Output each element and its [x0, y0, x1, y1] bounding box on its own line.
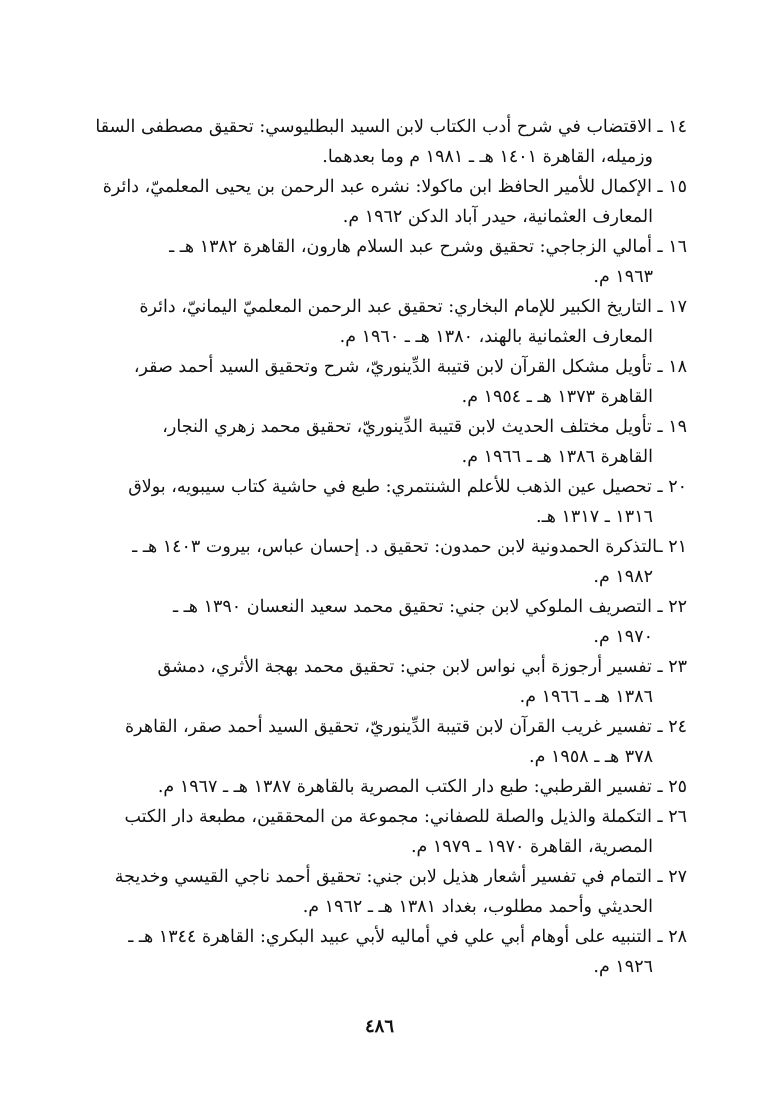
entry-line-continued: القاهرة ١٣٧٣ هـ ـ ١٩٥٤ م.: [461, 387, 653, 407]
entry-line: ١٤ ـ الاقتضاب في شرح أدب الكتاب لابن السيد البطليوسي: تحقيق مصطفى السقا: [95, 117, 687, 137]
entry-line: ٢٧ ـ التمام في تفسير أشعار هذيل لابن جني: تحقيق أحمد ناجي القيسي وخديجة: [114, 867, 687, 887]
entry-line-continued: الحديثي وأحمد مطلوب، بغداد ١٣٨١ هـ ـ ١٩٦٢ م.: [302, 897, 653, 917]
bibliography-entry-15: [92, 172, 687, 232]
entry-line-continued: وزميله، القاهرة ١٤٠١ هـ ـ ١٩٨١ م وما بعدهما.: [322, 147, 653, 167]
entry-line: ١٦ ـ أمالي الزجاجي: تحقيق وشرح عبد السلام هارون، القاهرة ١٣٨٢ هـ ـ: [169, 237, 687, 257]
bibliography-list: [92, 112, 687, 982]
entry-line: ١٧ ـ التاريخ الكبير للإمام البخاري: تحقيق عبد الرحمن المعلميّ اليمانيّ، دائرة: [139, 297, 687, 317]
entry-line: ٢٦ ـ التكملة والذيل والصلة للصفاني: مجموعة من المحققين، مطبعة دار الكتب: [124, 807, 687, 827]
entry-line-continued: القاهرة ١٣٨٦ هـ ـ ١٩٦٦ م.: [461, 447, 653, 467]
entry-line-continued: ١٩٢٦ م.: [593, 957, 653, 977]
entry-line-continued: المعارف العثمانية، حيدر آباد الدكن ١٩٦٢ م.: [342, 207, 653, 227]
bibliography-entry-21: [92, 532, 687, 592]
bibliography-entry-23: [92, 652, 687, 712]
bibliography-entry-19: [92, 412, 687, 472]
entry-line: ١٨ ـ تأويل مشكل القرآن لابن قتيبة الدِّينوريّ، شرح وتحقيق السيد أحمد صقر،: [133, 357, 687, 377]
entry-line-continued: ٣٧٨ هـ ـ ١٩٥٨ م.: [529, 747, 653, 767]
entry-line: ٢٢ ـ التصريف الملوكي لابن جني: تحقيق محمد سعيد النعسان ١٣٩٠ هـ ـ: [172, 597, 687, 617]
bibliography-entry-27: [92, 862, 687, 922]
bibliography-entry-17: [92, 292, 687, 352]
entry-line-continued: ١٩٦٣ م.: [593, 267, 653, 287]
bibliography-entry-14: [92, 112, 687, 172]
entry-line-continued: ١٣٨٦ هـ ـ ١٩٦٦ م.: [519, 687, 653, 707]
entry-line: ٢٨ ـ التنبيه على أوهام أبي علي في أماليه لأبي عبيد البكري: القاهرة ١٣٤٤ هـ ـ: [128, 927, 687, 947]
bibliography-entry-20: [92, 472, 687, 532]
entry-line: ١٥ ـ الإكمال للأمير الحافظ ابن ماكولا: نشره عبد الرحمن بن يحيى المعلميّ، دائرة: [102, 177, 687, 197]
entry-line-continued: ١٩٨٢ م.: [593, 567, 653, 587]
bibliography-entry-26: [92, 802, 687, 862]
entry-line: ٢٤ ـ تفسير غريب القرآن لابن قتيبة الدِّينوريّ، تحقيق السيد أحمد صقر، القاهرة: [125, 717, 687, 737]
bibliography-entry-18: [92, 352, 687, 412]
entry-line-continued: المعارف العثمانية بالهند، ١٣٨٠ هـ ـ ١٩٦٠ م.: [339, 327, 653, 347]
entry-line: ٢٥ ـ تفسير القرطبي: طبع دار الكتب المصرية بالقاهرة ١٣٨٧ هـ ـ ١٩٦٧ م.: [157, 777, 687, 797]
bibliography-entry-24: [92, 712, 687, 772]
bibliography-entry-22: [92, 592, 687, 652]
entry-line: ٢٣ ـ تفسير أرجوزة أبي نواس لابن جني: تحقيق محمد بهجة الأثري، دمشق: [157, 657, 687, 677]
entry-line-continued: ١٣١٦ ـ ١٣١٧ هـ.: [536, 507, 653, 527]
page-number: ٤٨٦: [364, 1016, 394, 1037]
bibliography-entry-28: [92, 922, 687, 982]
entry-line-continued: المصرية، القاهرة ١٩٧٠ ـ ١٩٧٩ م.: [410, 837, 653, 857]
entry-line-continued: ١٩٧٠ م.: [593, 627, 653, 647]
bibliography-entry-25: [92, 772, 687, 802]
entry-line: ١٩ ـ تأويل مختلف الحديث لابن قتيبة الدِّينوريّ، تحقيق محمد زهري النجار،: [162, 417, 687, 437]
entry-line: ٢١ ـالتذكرة الحمدونية لابن حمدون: تحقيق د. إحسان عباس، بيروت ١٤٠٣ هـ ـ: [132, 537, 687, 557]
entry-line: ٢٠ ـ تحصيل عين الذهب للأعلم الشنتمري: طبع في حاشية كتاب سيبويه، بولاق: [128, 477, 687, 497]
bibliography-entry-16: [92, 232, 687, 292]
